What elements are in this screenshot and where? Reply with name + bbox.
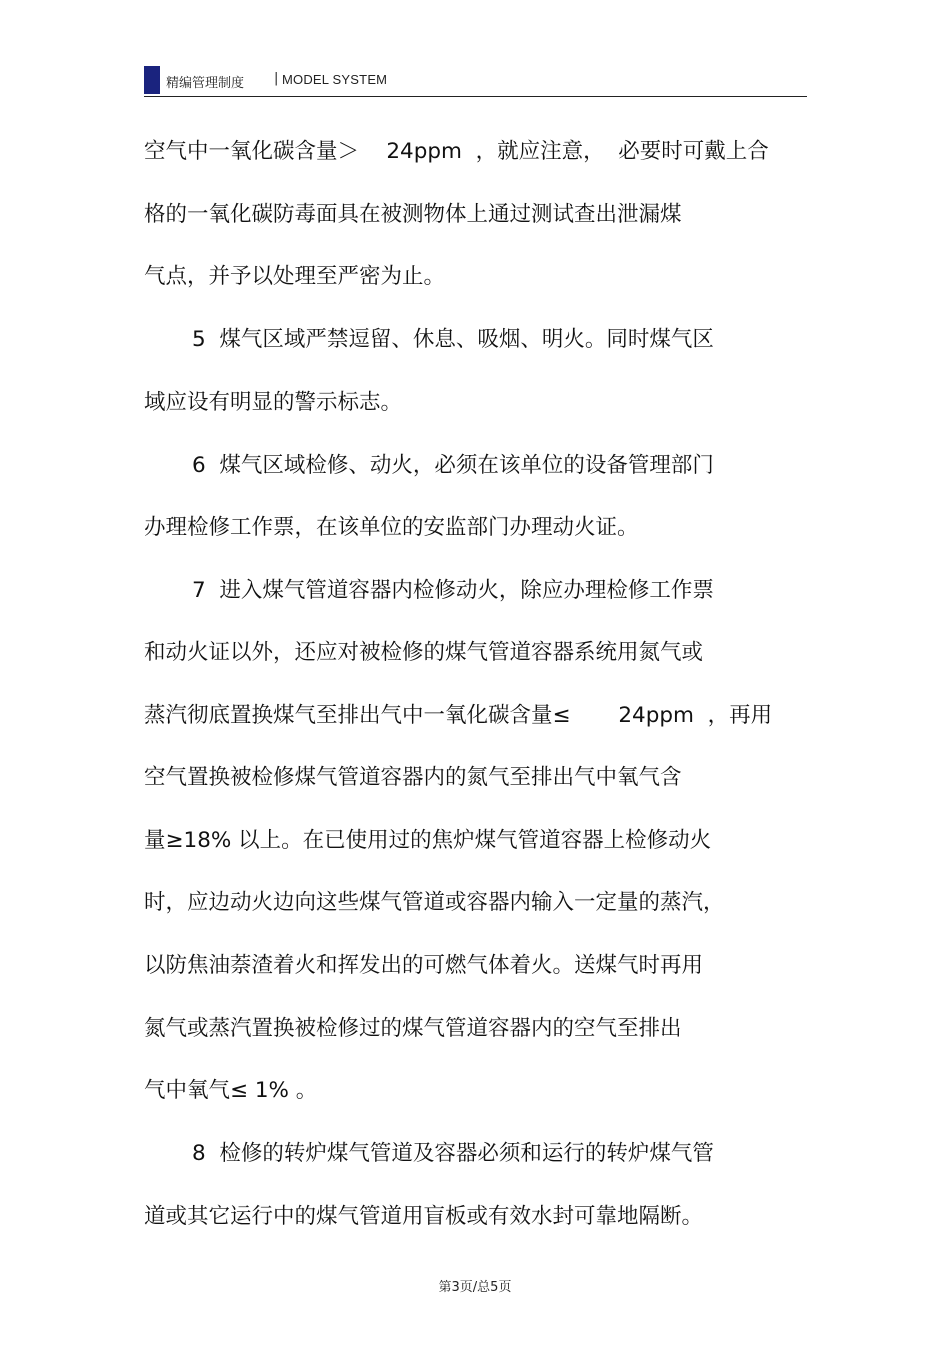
body-line: 和动火证以外，还应对被检修的煤气管道容器系统用氮气或: [144, 640, 704, 665]
body-line: 空气中一氧化碳含量＞ 24ppm ，就应注意， 必要时可戴上合: [144, 139, 769, 164]
body-line: 以防焦油萘渣着火和挥发出的可燃气体着火。送煤气时再用: [144, 953, 704, 978]
body-line: 气中氧气≤ 1% 。: [144, 1078, 318, 1103]
body-line: 蒸汽彻底置换煤气至排出气中一氧化碳含量≤ 24ppm ，再用: [144, 703, 773, 728]
paragraph-6-start: 6 煤气区域检修、动火，必须在该单位的设备管理部门: [192, 453, 714, 478]
body-line: 量≥18% 以上。在已使用过的焦炉煤气管道容器上检修动火: [144, 828, 712, 853]
paragraph-5-start: 5 煤气区域严禁逗留、休息、吸烟、明火。同时煤气区: [192, 327, 714, 352]
body-line: 格的一氧化碳防毒面具在被测物体上通过测试查出泄漏煤: [144, 202, 682, 227]
header-separator: |: [274, 71, 279, 86]
page-header: [144, 66, 807, 97]
paragraph-8-start: 8 检修的转炉煤气管道及容器必须和运行的转炉煤气管: [192, 1141, 714, 1166]
body-line: 办理检修工作票，在该单位的安监部门办理动火证。: [144, 515, 639, 540]
body-line: 道或其它运行中的煤气管道用盲板或有效水封可靠地隔断。: [144, 1204, 704, 1229]
body-line: 域应设有明显的警示标志。: [144, 390, 403, 415]
body-line: 时，应边动火边向这些煤气管道或容器内输入一定量的蒸汽，: [144, 890, 725, 915]
header-subtitle: MODEL SYSTEM: [282, 72, 388, 87]
paragraph-7-start: 7 进入煤气管道容器内检修动火，除应办理检修工作票: [192, 578, 714, 603]
header-title: 精编管理制度: [166, 76, 245, 91]
logo-icon: [144, 66, 160, 94]
body-line: 氮气或蒸汽置换被检修过的煤气管道容器内的空气至排出: [144, 1016, 682, 1041]
body-line: 空气置换被检修煤气管道容器内的氮气至排出气中氧气含: [144, 765, 682, 790]
page-footer: 第3页/总5页: [438, 1280, 512, 1295]
body-line: 气点，并予以处理至严密为止。: [144, 264, 446, 289]
